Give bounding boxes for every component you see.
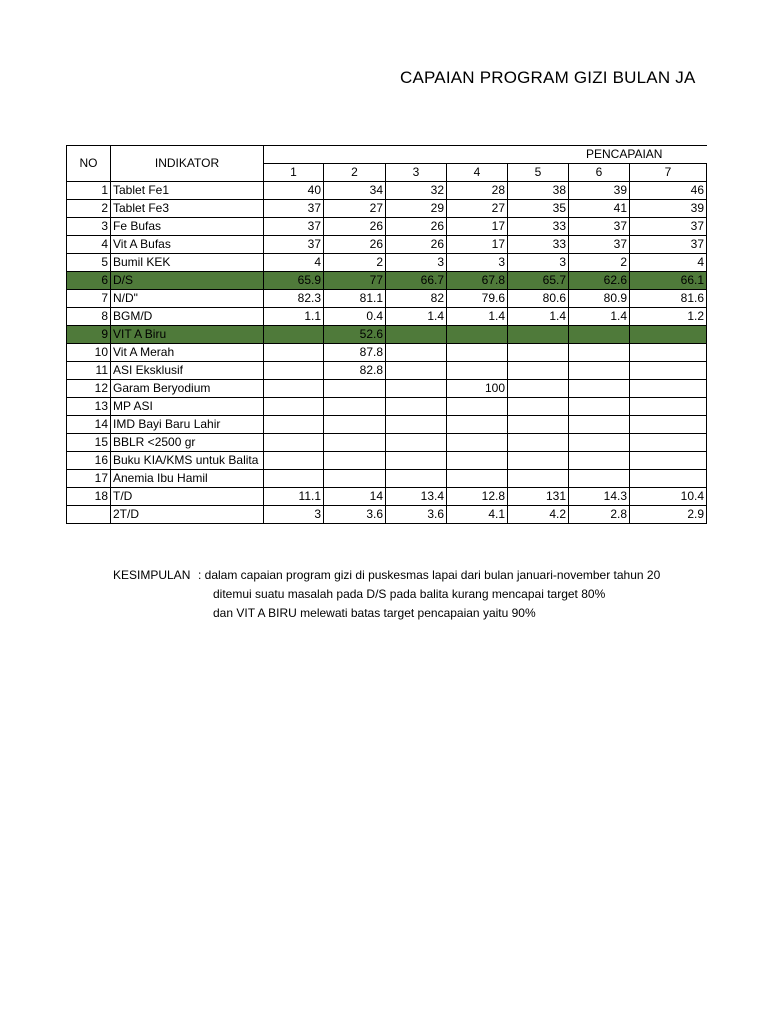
cell-value [508, 326, 569, 344]
cell-value [264, 380, 324, 398]
conclusion-block [113, 566, 703, 623]
cell-value [264, 362, 324, 380]
cell-indikator: Anemia Ibu Hamil [111, 470, 264, 488]
cell-value [447, 416, 508, 434]
cell-value: 14 [324, 488, 386, 506]
cell-value: 67.8 [447, 272, 508, 290]
cell-value: 3 [264, 506, 324, 524]
cell-value: 81.1 [324, 290, 386, 308]
header-pencapaian: PENCAPAIAN [264, 146, 707, 164]
table-row [67, 398, 707, 416]
conclusion-line-1: : dalam capaian program gizi di puskesmas lapai dari bulan januari-november tahun 20 [198, 568, 661, 582]
data-table-container [66, 145, 704, 524]
cell-value [630, 398, 707, 416]
cell-value: 26 [324, 218, 386, 236]
cell-value [324, 434, 386, 452]
cell-value: 26 [386, 218, 447, 236]
cell-value [386, 452, 447, 470]
cell-value [508, 380, 569, 398]
cell-value: 35 [508, 200, 569, 218]
cell-value [264, 434, 324, 452]
header-no: NO [67, 146, 111, 182]
cell-value: 29 [386, 200, 447, 218]
cell-value [386, 362, 447, 380]
cell-value [569, 416, 630, 434]
cell-value [447, 344, 508, 362]
cell-value [630, 344, 707, 362]
header-month: 1 [264, 164, 324, 182]
cell-value: 4.1 [447, 506, 508, 524]
cell-value [630, 326, 707, 344]
cell-value: 79.6 [447, 290, 508, 308]
cell-value [264, 452, 324, 470]
cell-no: 15 [67, 434, 111, 452]
cell-no: 14 [67, 416, 111, 434]
table-row [67, 218, 707, 236]
table-row [67, 434, 707, 452]
cell-value: 37 [630, 218, 707, 236]
table-row [67, 290, 707, 308]
cell-value: 3 [386, 254, 447, 272]
cell-value [386, 380, 447, 398]
cell-indikator: Tablet Fe3 [111, 200, 264, 218]
cell-indikator: MP ASI [111, 398, 264, 416]
cell-no: 16 [67, 452, 111, 470]
cell-value: 33 [508, 218, 569, 236]
cell-value [447, 434, 508, 452]
table-row [67, 254, 707, 272]
cell-value: 1.1 [264, 308, 324, 326]
cell-value [264, 398, 324, 416]
cell-value: 82.8 [324, 362, 386, 380]
cell-value: 46 [630, 182, 707, 200]
cell-value: 10.4 [630, 488, 707, 506]
cell-value [447, 398, 508, 416]
cell-indikator: Garam Beryodium [111, 380, 264, 398]
conclusion-label: KESIMPULAN [113, 568, 191, 582]
cell-value [569, 398, 630, 416]
cell-value: 41 [569, 200, 630, 218]
cell-value: 2.8 [569, 506, 630, 524]
cell-value: 34 [324, 182, 386, 200]
cell-indikator: BBLR <2500 gr [111, 434, 264, 452]
cell-value [447, 452, 508, 470]
cell-value [569, 344, 630, 362]
cell-value: 65.9 [264, 272, 324, 290]
cell-value: 1.4 [508, 308, 569, 326]
cell-value: 39 [569, 182, 630, 200]
cell-no [67, 506, 111, 524]
cell-value: 14.3 [569, 488, 630, 506]
conclusion-line-2: ditemui suatu masalah pada D/S pada balita kurang mencapai target 80% [213, 587, 606, 601]
cell-value [508, 398, 569, 416]
cell-value [386, 398, 447, 416]
cell-value: 80.9 [569, 290, 630, 308]
cell-value: 37 [264, 218, 324, 236]
cell-value [508, 344, 569, 362]
cell-value [264, 416, 324, 434]
table-row [67, 200, 707, 218]
cell-value [324, 470, 386, 488]
cell-value [569, 470, 630, 488]
cell-no: 9 [67, 326, 111, 344]
cell-value [569, 452, 630, 470]
cell-value [324, 452, 386, 470]
cell-value: 0.4 [324, 308, 386, 326]
header-month: 4 [447, 164, 508, 182]
cell-value: 65.7 [508, 272, 569, 290]
cell-value: 17 [447, 236, 508, 254]
cell-value [508, 452, 569, 470]
cell-value: 28 [447, 182, 508, 200]
cell-value: 87.8 [324, 344, 386, 362]
cell-value: 27 [324, 200, 386, 218]
table-row [67, 380, 707, 398]
cell-indikator: N/D" [111, 290, 264, 308]
cell-no: 11 [67, 362, 111, 380]
cell-no: 17 [67, 470, 111, 488]
cell-value [264, 470, 324, 488]
cell-value: 40 [264, 182, 324, 200]
cell-value: 37 [264, 200, 324, 218]
cell-value: 1.4 [386, 308, 447, 326]
header-month: 5 [508, 164, 569, 182]
table-body [67, 182, 707, 524]
cell-value: 4 [630, 254, 707, 272]
cell-value: 39 [630, 200, 707, 218]
cell-value: 100 [447, 380, 508, 398]
cell-value: 131 [508, 488, 569, 506]
cell-value [508, 362, 569, 380]
cell-value [630, 380, 707, 398]
cell-value: 33 [508, 236, 569, 254]
table-row [67, 488, 707, 506]
table-row [67, 362, 707, 380]
cell-value: 26 [324, 236, 386, 254]
table-row [67, 416, 707, 434]
cell-indikator: D/S [111, 272, 264, 290]
cell-value: 82.3 [264, 290, 324, 308]
cell-value: 3.6 [386, 506, 447, 524]
cell-value [569, 362, 630, 380]
cell-value [324, 416, 386, 434]
cell-value: 62.6 [569, 272, 630, 290]
cell-indikator: IMD Bayi Baru Lahir [111, 416, 264, 434]
cell-no: 18 [67, 488, 111, 506]
cell-no: 4 [67, 236, 111, 254]
cell-value: 66.1 [630, 272, 707, 290]
cell-indikator: ASI Eksklusif [111, 362, 264, 380]
cell-value: 77 [324, 272, 386, 290]
cell-value [386, 326, 447, 344]
cell-value: 52.6 [324, 326, 386, 344]
cell-value [630, 434, 707, 452]
cell-no: 1 [67, 182, 111, 200]
cell-value [569, 434, 630, 452]
cell-no: 12 [67, 380, 111, 398]
cell-indikator: Fe Bufas [111, 218, 264, 236]
cell-value [264, 344, 324, 362]
cell-value [324, 398, 386, 416]
cell-value: 3.6 [324, 506, 386, 524]
table-row [67, 236, 707, 254]
cell-value [508, 434, 569, 452]
cell-indikator: BGM/D [111, 308, 264, 326]
cell-value [386, 344, 447, 362]
table-row [67, 308, 707, 326]
cell-no: 8 [67, 308, 111, 326]
cell-indikator: Buku KIA/KMS untuk Balita [111, 452, 264, 470]
cell-value [447, 362, 508, 380]
cell-no: 13 [67, 398, 111, 416]
header-month: 3 [386, 164, 447, 182]
cell-value: 1.4 [447, 308, 508, 326]
page-title: CAPAIAN PROGRAM GIZI BULAN JA [400, 68, 696, 87]
table-row [67, 272, 707, 290]
cell-value: 2.9 [630, 506, 707, 524]
cell-value: 13.4 [386, 488, 447, 506]
cell-value [630, 470, 707, 488]
cell-value: 32 [386, 182, 447, 200]
cell-value: 2 [569, 254, 630, 272]
cell-no: 6 [67, 272, 111, 290]
cell-value: 80.6 [508, 290, 569, 308]
cell-value [386, 434, 447, 452]
cell-value: 4.2 [508, 506, 569, 524]
cell-value: 66.7 [386, 272, 447, 290]
cell-value: 1.4 [569, 308, 630, 326]
table-row [67, 452, 707, 470]
cell-value: 12.8 [447, 488, 508, 506]
cell-value: 81.6 [630, 290, 707, 308]
data-table [66, 145, 707, 524]
cell-value: 3 [447, 254, 508, 272]
cell-value [447, 326, 508, 344]
cell-indikator: Vit A Merah [111, 344, 264, 362]
header-month: 2 [324, 164, 386, 182]
cell-value: 26 [386, 236, 447, 254]
cell-indikator: T/D [111, 488, 264, 506]
table-row [67, 182, 707, 200]
cell-value [324, 380, 386, 398]
cell-value [569, 380, 630, 398]
conclusion-line-3: dan VIT A BIRU melewati batas target pencapaian yaitu 90% [213, 606, 536, 620]
cell-value [264, 326, 324, 344]
table-row [67, 326, 707, 344]
cell-no: 10 [67, 344, 111, 362]
cell-value: 27 [447, 200, 508, 218]
header-indikator: INDIKATOR [111, 146, 264, 182]
table-row [67, 344, 707, 362]
cell-value [508, 470, 569, 488]
cell-value: 37 [569, 218, 630, 236]
cell-value: 17 [447, 218, 508, 236]
cell-value [630, 362, 707, 380]
cell-value: 37 [630, 236, 707, 254]
cell-value [569, 326, 630, 344]
cell-value: 4 [264, 254, 324, 272]
cell-indikator: Vit A Bufas [111, 236, 264, 254]
cell-value [386, 416, 447, 434]
cell-value [630, 452, 707, 470]
table-row [67, 470, 707, 488]
cell-value: 37 [264, 236, 324, 254]
header-month: 7 [630, 164, 707, 182]
cell-value [447, 470, 508, 488]
cell-value: 2 [324, 254, 386, 272]
cell-value [630, 416, 707, 434]
cell-no: 3 [67, 218, 111, 236]
cell-value: 37 [569, 236, 630, 254]
cell-no: 5 [67, 254, 111, 272]
cell-value: 11.1 [264, 488, 324, 506]
cell-value: 38 [508, 182, 569, 200]
cell-value [386, 470, 447, 488]
cell-value [508, 416, 569, 434]
cell-indikator: VIT A Biru [111, 326, 264, 344]
cell-value: 1.2 [630, 308, 707, 326]
cell-indikator: 2T/D [111, 506, 264, 524]
table-row [67, 506, 707, 524]
cell-value: 82 [386, 290, 447, 308]
cell-value: 3 [508, 254, 569, 272]
cell-indikator: Tablet Fe1 [111, 182, 264, 200]
header-month: 6 [569, 164, 630, 182]
cell-no: 2 [67, 200, 111, 218]
cell-no: 7 [67, 290, 111, 308]
cell-indikator: Bumil KEK [111, 254, 264, 272]
